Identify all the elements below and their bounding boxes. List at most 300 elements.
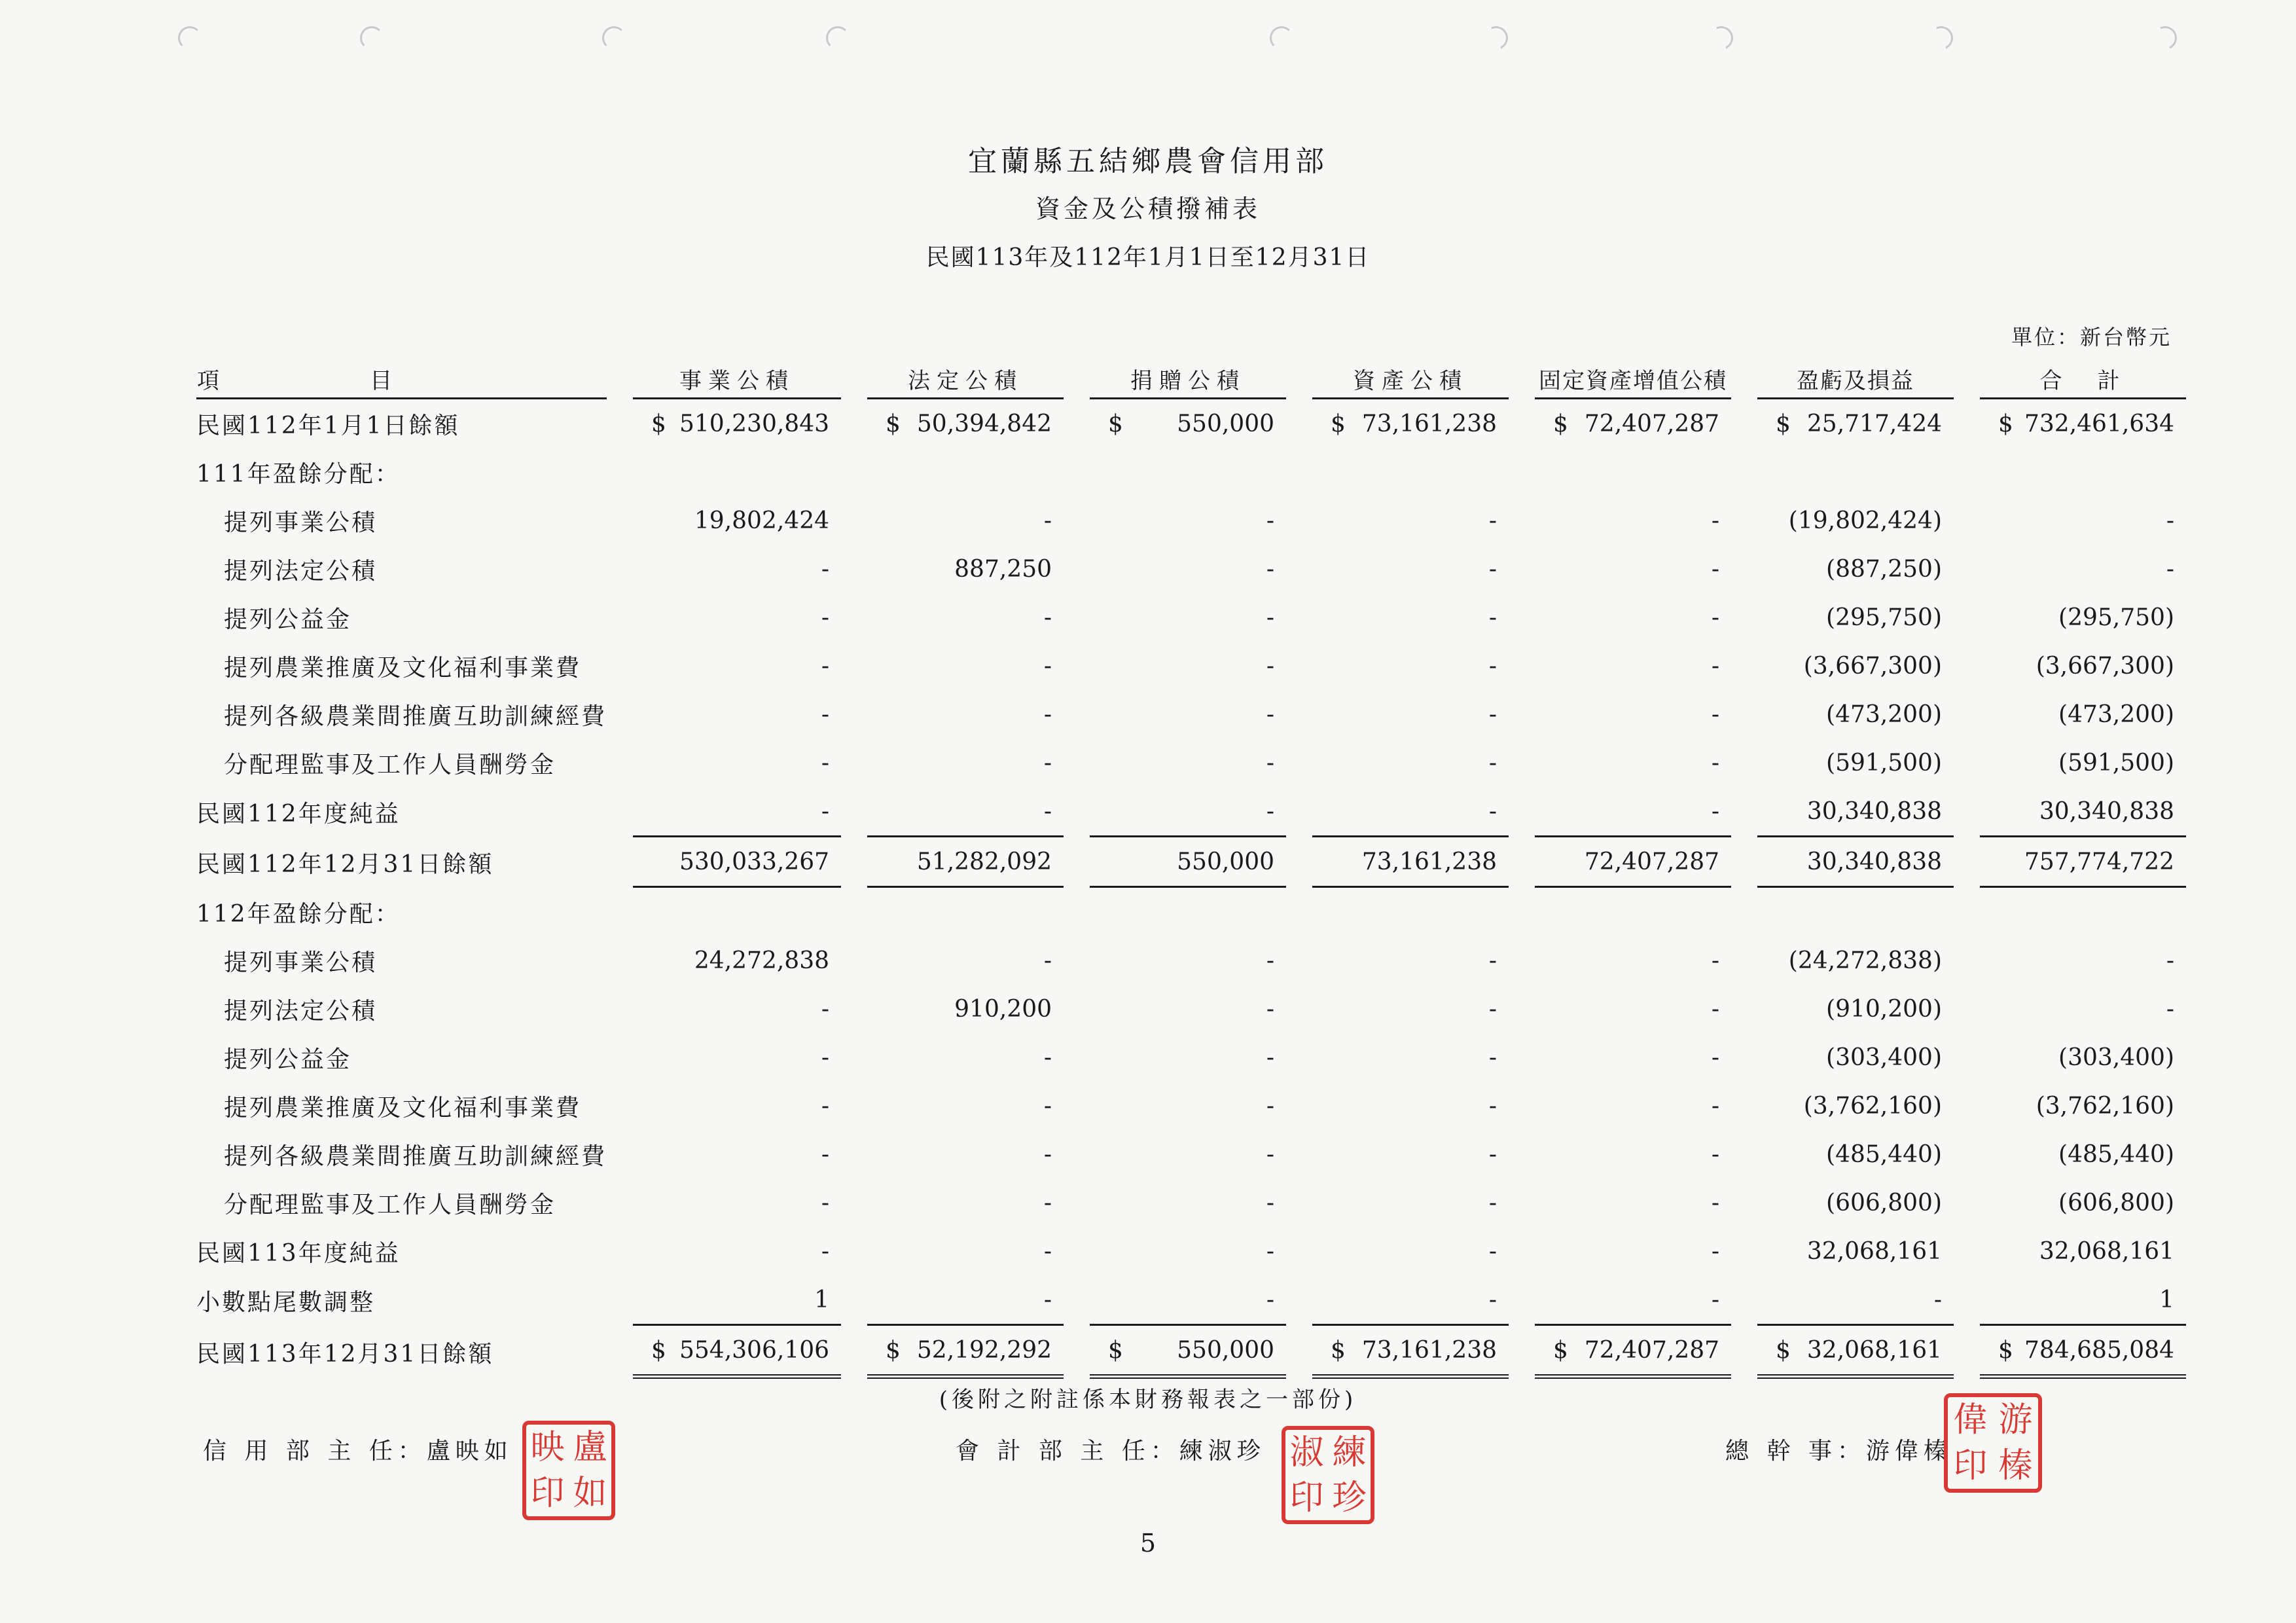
amount-cell [1535,496,1731,545]
row-label: 民國112年度純益 [196,801,401,828]
amount-cell [1535,1033,1731,1082]
column-header-legal-reserve: 法定公積 [867,359,1064,399]
row-label: 111年盈餘分配： [196,460,401,488]
amount-value: (3,762,160) [2036,1092,2175,1120]
amount-cell [1757,1178,1954,1227]
amount-cell [1535,936,1731,985]
currency-symbol: $ [651,1336,666,1364]
amount-cell [633,690,841,739]
amount-value: - [1043,1286,1052,1313]
amount-cell [1312,888,1509,936]
amount-value: (303,400) [1826,1044,1943,1071]
table-row [196,448,2186,496]
amount-value: 550,000 [1177,848,1275,875]
amount-value: 51,282,092 [916,848,1052,875]
amount-cell [633,985,841,1033]
amount-value: (19,802,424) [1788,507,1943,534]
signature-accounting-director [956,1432,1266,1466]
table-row [196,936,2186,985]
amount-value: - [1043,507,1052,534]
amount-value: 30,340,838 [2039,797,2175,825]
binder-hole-mark [178,26,202,50]
amount-value: 73,161,238 [1361,848,1498,875]
amount-value: - [1043,652,1052,680]
table-row [196,1227,2186,1275]
amount-value: - [1711,701,1720,728]
amount-value: 72,407,287 [1584,848,1720,875]
amount-cell [1312,837,1509,888]
row-label: 分配理監事及工作人員酬勞金 [224,751,556,778]
amount-cell [867,837,1064,888]
amount-cell [867,399,1064,448]
row-label: 提列法定公積 [224,997,378,1025]
table-row [196,1033,2186,1082]
row-label: 民國113年12月31日餘額 [196,1341,494,1368]
amount-cell [633,787,841,837]
table-row [196,837,2186,888]
amount-value: (3,667,300) [1803,652,1943,680]
amount-value: - [1488,749,1498,776]
amount-cell [1980,545,2186,593]
row-label: 提列農業推廣及文化福利事業費 [224,1094,582,1122]
currency-symbol: $ [1108,1336,1123,1364]
amount-value: - [1711,507,1720,534]
footnote: (後附之附註係本財務報表之一部份) [939,1387,1357,1413]
amount-value: (606,800) [1826,1189,1943,1216]
amount-cell [633,1227,841,1275]
amount-cell [1980,1178,2186,1227]
amount-cell [1312,1033,1509,1082]
amount-cell [633,1326,841,1379]
row-label: 提列各級農業間推廣互助訓練經費 [224,702,607,730]
amount-value: - [1266,995,1275,1023]
amount-cell [1090,399,1286,448]
amount-cell [1980,448,2186,496]
amount-value: 25,717,424 [1806,410,1943,437]
amount-value: 72,407,287 [1584,410,1720,437]
row-label: 民國112年1月1日餘額 [196,412,460,439]
amount-cell [1980,985,2186,1033]
amount-cell [867,1033,1064,1082]
amount-cell [1980,936,2186,985]
currency-symbol: $ [886,1336,901,1364]
amount-cell [1757,985,1954,1033]
binder-hole-mark [2150,23,2180,53]
amount-cell [1535,1275,1731,1326]
amount-value: - [821,604,830,631]
currency-symbol: $ [1108,410,1123,437]
currency-symbol: $ [886,410,901,437]
amount-value: 30,340,838 [1806,797,1943,825]
amount-cell [1312,690,1509,739]
amount-value: - [1266,555,1275,583]
amount-value: (3,667,300) [2036,652,2175,680]
amount-value: (591,500) [1826,749,1943,776]
amount-cell [1757,1130,1954,1178]
row-label: 小數點尾數調整 [196,1289,376,1316]
amount-cell [1980,1227,2186,1275]
amount-cell [1312,739,1509,787]
amount-cell [1980,1082,2186,1130]
amount-cell [1980,593,2186,642]
amount-cell [1535,642,1731,690]
currency-symbol: $ [1998,1336,2013,1364]
currency-unit: 單位：新台幣元 [2011,325,2172,350]
amount-value: - [1266,947,1275,974]
row-label: 提列各級農業間推廣互助訓練經費 [224,1142,607,1170]
row-label: 提列事業公積 [224,509,378,536]
amount-cell [1312,1227,1509,1275]
amount-cell [1312,642,1509,690]
amount-cell [1535,448,1731,496]
amount-cell [1090,642,1286,690]
amount-cell [867,1178,1064,1227]
amount-value: - [821,555,830,583]
amount-cell [1535,739,1731,787]
amount-value: - [1711,947,1720,974]
amount-value: (591,500) [2058,749,2175,776]
amount-cell [1312,496,1509,545]
table-row [196,985,2186,1033]
amount-value: (24,272,838) [1788,947,1943,974]
currency-symbol: $ [1553,410,1568,437]
amount-cell [1980,496,2186,545]
amount-cell [633,888,841,936]
column-header-asset-reserve: 資產公積 [1312,359,1509,399]
row-label: 提列法定公積 [224,557,378,585]
table-header-row [196,359,2186,399]
amount-cell [633,1082,841,1130]
amount-value: - [1043,701,1052,728]
amount-value: - [1266,507,1275,534]
amount-cell [867,496,1064,545]
amount-value: (295,750) [1826,604,1943,631]
amount-cell [1312,448,1509,496]
amount-value: - [1266,604,1275,631]
amount-value: - [1488,1044,1498,1071]
amount-value: 73,161,238 [1361,1336,1498,1364]
amount-cell [1090,1082,1286,1130]
amount-value: - [1488,1092,1498,1120]
amount-value: 19,802,424 [694,507,830,534]
amount-value: (485,440) [1826,1140,1943,1168]
amount-value: 554,306,106 [679,1336,830,1364]
amount-value: - [1711,797,1720,825]
currency-symbol: $ [1553,1336,1568,1364]
binder-hole-mark [1481,23,1511,53]
amount-cell [867,1275,1064,1326]
row-label: 112年盈餘分配： [196,900,401,928]
row-label: 提列事業公積 [224,949,378,976]
currency-symbol: $ [1776,410,1791,437]
amount-cell [1312,545,1509,593]
amount-value: (887,250) [1826,555,1943,583]
binder-hole-mark [1706,23,1736,53]
amount-cell [1090,1178,1286,1227]
amount-value: - [1711,1092,1720,1120]
amount-value: - [1933,1286,1943,1313]
amount-cell [1090,1275,1286,1326]
amount-cell [1980,888,2186,936]
amount-cell [1535,1082,1731,1130]
red-seal-stamp: 淑 練 印 珍 [1282,1426,1374,1524]
amount-cell [1535,690,1731,739]
amount-value: - [821,1189,830,1216]
amount-value: - [1266,652,1275,680]
amount-value: - [821,1237,830,1265]
amount-cell [1312,1130,1509,1178]
amount-value: (3,762,160) [1803,1092,1943,1120]
table-row [196,1326,2186,1379]
amount-value: 1 [2159,1286,2175,1313]
amount-cell [867,448,1064,496]
table-row [196,593,2186,642]
amount-cell [1090,496,1286,545]
binder-hole-mark [826,26,850,50]
amount-value: - [1043,797,1052,825]
amount-cell [1090,985,1286,1033]
column-header-fixed-asset-revaluation: 固定資產增值公積 [1535,359,1731,399]
amount-cell [1980,837,2186,888]
amount-cell [1312,787,1509,837]
amount-cell [1757,1275,1954,1326]
amount-cell [867,888,1064,936]
amount-cell [1312,985,1509,1033]
amount-value: - [1488,701,1498,728]
amount-cell [633,1130,841,1178]
amount-value: 32,068,161 [1806,1237,1943,1265]
amount-value: - [1711,1189,1720,1216]
amount-value: - [1043,1189,1052,1216]
statement-table [196,359,2186,1379]
red-seal-stamp: 偉 游 印 榛 [1944,1393,2042,1493]
amount-value: - [1711,555,1720,583]
amount-cell [633,1033,841,1082]
amount-value: (485,440) [2058,1140,2175,1168]
table-row [196,1275,2186,1326]
table-row [196,1178,2186,1227]
binder-hole-mark [1926,23,1956,53]
column-header-business-reserve: 事業公積 [633,359,841,399]
amount-cell [1312,936,1509,985]
amount-cell [1535,1227,1731,1275]
amount-cell [1980,1326,2186,1379]
amount-value: - [1488,1237,1498,1265]
table-row [196,888,2186,936]
amount-value: - [2166,555,2175,583]
amount-cell [1090,787,1286,837]
amount-cell [633,545,841,593]
amount-value: - [1711,652,1720,680]
amount-value: - [1266,797,1275,825]
signature-title: 信 用 部 主 任： [203,1438,427,1465]
amount-cell [1090,593,1286,642]
table-row [196,399,2186,448]
amount-value: (473,200) [2058,701,2175,728]
column-header-item: 項 目 [196,359,607,399]
amount-value: - [821,1092,830,1120]
currency-symbol: $ [1998,410,2013,437]
amount-value: - [2166,995,2175,1023]
row-label: 民國112年12月31日餘額 [196,851,494,878]
amount-value: - [1711,604,1720,631]
amount-cell [1757,399,1954,448]
amount-value: 1 [814,1286,830,1313]
amount-value: - [1488,604,1498,631]
amount-value: - [821,995,830,1023]
amount-value: (606,800) [2058,1189,2175,1216]
amount-value: - [1711,1286,1720,1313]
amount-value: - [1266,749,1275,776]
amount-value: - [1488,652,1498,680]
signature-general-manager [1725,1432,1952,1466]
table-row [196,690,2186,739]
amount-cell [633,837,841,888]
amount-cell [867,1227,1064,1275]
amount-cell [1312,399,1509,448]
amount-value: - [821,652,830,680]
amount-value: 550,000 [1177,1336,1275,1364]
amount-value: 732,461,634 [2024,410,2175,437]
amount-value: 32,068,161 [2039,1237,2175,1265]
amount-value: - [1711,995,1720,1023]
amount-cell [867,593,1064,642]
amount-cell [1980,1033,2186,1082]
amount-cell [1757,787,1954,837]
amount-cell [867,545,1064,593]
amount-cell [633,448,841,496]
amount-value: - [821,1140,830,1168]
amount-cell [1535,888,1731,936]
amount-value: - [821,749,830,776]
amount-cell [633,642,841,690]
amount-value: - [821,1044,830,1071]
amount-value: - [1488,1286,1498,1313]
amount-cell [1090,448,1286,496]
amount-cell [1980,787,2186,837]
amount-cell [1090,837,1286,888]
amount-cell [1535,1130,1731,1178]
amount-cell [1090,888,1286,936]
amount-cell [1312,1275,1509,1326]
amount-cell [1535,985,1731,1033]
amount-cell [867,1130,1064,1178]
amount-value: - [1266,1092,1275,1120]
amount-cell [1980,642,2186,690]
column-header-donated-reserve: 捐贈公積 [1090,359,1286,399]
amount-value: - [821,701,830,728]
amount-value: 784,685,084 [2024,1336,2175,1364]
amount-cell [1980,1130,2186,1178]
amount-cell [867,1326,1064,1379]
row-label: 提列公益金 [224,606,352,633]
amount-value: - [1488,797,1498,825]
row-label: 提列公益金 [224,1046,352,1073]
amount-value: - [1266,1237,1275,1265]
amount-cell [1757,1033,1954,1082]
amount-cell [1535,399,1731,448]
amount-value: - [1711,1237,1720,1265]
amount-cell [633,1275,841,1326]
reporting-period: 民國113年及112年1月1日至12月31日 [925,244,1371,271]
red-seal-stamp: 映 盧 印 如 [522,1421,615,1520]
amount-cell [867,1082,1064,1130]
amount-value: - [1711,1044,1720,1071]
amount-cell [633,496,841,545]
amount-value: 73,161,238 [1361,410,1498,437]
binder-hole-mark [360,26,384,50]
amount-value: - [1043,1092,1052,1120]
amount-value: - [1711,1140,1720,1168]
table-row [196,496,2186,545]
amount-cell [1535,593,1731,642]
amount-cell [1757,593,1954,642]
amount-value: 887,250 [954,555,1052,583]
amount-cell [1312,1326,1509,1379]
amount-cell [1312,593,1509,642]
amount-cell [867,690,1064,739]
amount-value: 550,000 [1177,410,1275,437]
amount-value: - [1711,749,1720,776]
currency-symbol: $ [1331,410,1346,437]
amount-cell [1312,1178,1509,1227]
amount-cell [867,985,1064,1033]
amount-value: 50,394,842 [916,410,1052,437]
amount-value: - [1488,995,1498,1023]
signature-name: 游偉榛 [1865,1438,1952,1465]
amount-cell [1757,837,1954,888]
amount-value: 24,272,838 [694,947,830,974]
signature-credit-director [203,1432,513,1466]
amount-value: - [821,797,830,825]
amount-value: - [1488,1140,1498,1168]
amount-cell [867,936,1064,985]
amount-cell [1757,545,1954,593]
row-label: 民國113年度純益 [196,1239,401,1267]
signature-title: 會 計 部 主 任： [956,1438,1179,1465]
signature-name: 練淑珍 [1179,1438,1266,1465]
amount-value: - [1043,604,1052,631]
binder-hole-mark [602,26,626,50]
amount-cell [1535,837,1731,888]
amount-value: (295,750) [2058,604,2175,631]
amount-value: - [1043,1140,1052,1168]
amount-cell [1757,1227,1954,1275]
currency-symbol: $ [651,410,666,437]
amount-cell [1090,1033,1286,1082]
amount-cell [633,399,841,448]
amount-cell [1090,936,1286,985]
amount-cell [1757,1326,1954,1379]
column-header-profit-loss: 盈虧及損益 [1757,359,1954,399]
amount-value: - [1266,701,1275,728]
amount-value: - [1043,1237,1052,1265]
amount-cell [1090,690,1286,739]
amount-value: (473,200) [1826,701,1943,728]
amount-value: - [1043,749,1052,776]
amount-cell [633,1178,841,1227]
amount-value: (910,200) [1826,995,1943,1023]
amount-value: 757,774,722 [2024,848,2175,875]
amount-cell [1757,690,1954,739]
amount-cell [1980,739,2186,787]
amount-value: - [1266,1140,1275,1168]
amount-cell [1535,1326,1731,1379]
amount-cell [1757,936,1954,985]
document-subtitle: 資金及公積撥補表 [1035,194,1261,223]
page-number: 5 [1139,1529,1157,1558]
table-row [196,642,2186,690]
